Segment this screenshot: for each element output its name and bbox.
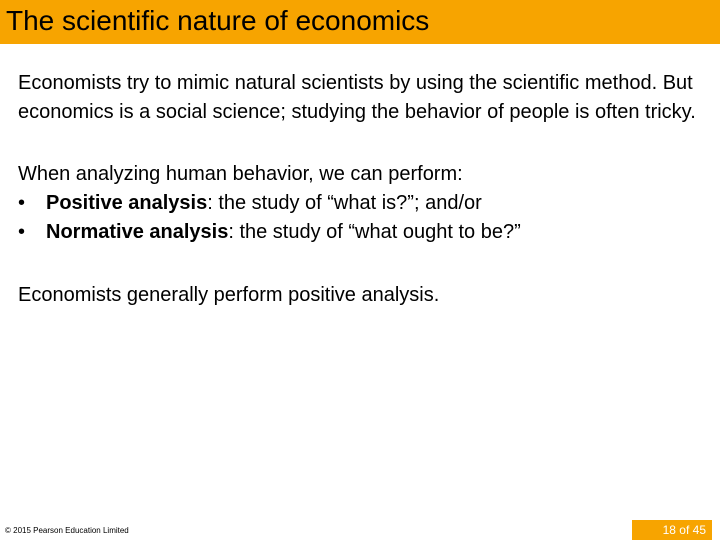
slide-body: [18, 69, 708, 310]
title-bar: [0, 0, 720, 47]
page-indicator: 18 of 45: [632, 520, 712, 540]
conclusion-paragraph: Economists generally perform positive analysis.: [18, 284, 440, 306]
bullet-item-positive: [18, 189, 708, 218]
bullet-text: : the study of “what is?”; and/or: [207, 192, 482, 214]
bullet-text: : the study of “what ought to be?”: [228, 221, 521, 243]
bullet-item-normative: [18, 218, 708, 247]
intro-paragraph: Economists try to mimic natural scientists by using the scientific method. But economics is a social science; studying the behavior of people is often tricky.: [18, 72, 696, 123]
bullet-content: [46, 218, 521, 247]
slide-title: The scientific nature of economics: [6, 5, 430, 36]
bullet-icon: •: [18, 192, 26, 214]
bullet-term: Normative analysis: [46, 221, 229, 243]
bullet-icon: •: [18, 221, 26, 243]
lead-paragraph: When analyzing human behavior, we can perform:: [18, 163, 463, 185]
bullet-content: [46, 189, 482, 218]
copyright-notice: © 2015 Pearson Education Limited: [5, 526, 129, 535]
bullet-term: Positive analysis: [46, 192, 208, 214]
